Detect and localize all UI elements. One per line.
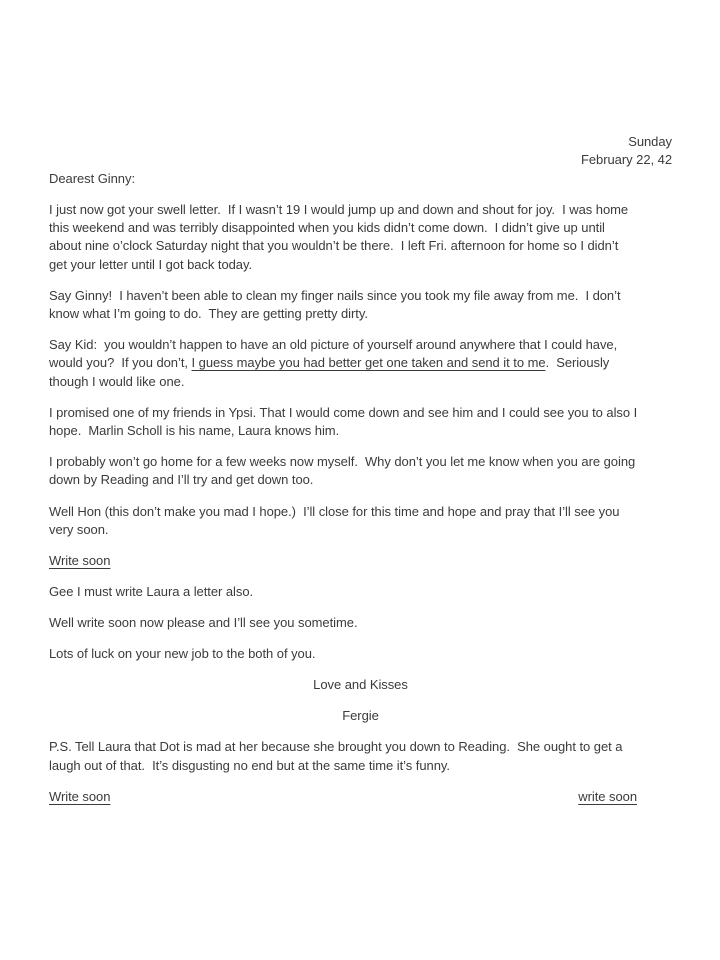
- signature: [49, 707, 672, 725]
- footer-row: [49, 788, 672, 806]
- paragraph-line: this weekend and was terribly disappointed when you kids didn’t come down. I didn’t give up until: [49, 219, 605, 235]
- date-line-day: Sunday: [628, 134, 672, 149]
- paragraph-line: Lots of luck on your new job to the both of you.: [49, 646, 316, 662]
- signature-line: Fergie: [342, 708, 379, 724]
- paragraph-line: about nine o’clock Saturday night that you wouldn’t be there. I left Fri. afternoon for home so I didn’t: [49, 238, 619, 254]
- paragraph-line: hope. Marlin Scholl is his name, Laura knows him.: [49, 423, 340, 439]
- paragraph-line: I just now got your swell letter. If I wasn’t 19 I would jump up and down and shout for joy. I was home: [49, 201, 629, 217]
- paragraph-9: [49, 645, 672, 663]
- paragraph-3: [49, 336, 672, 391]
- paragraph-7: [49, 583, 672, 601]
- closing: [49, 676, 672, 694]
- salutation-line: Dearest Ginny:: [49, 170, 136, 186]
- paragraph-4: [49, 404, 672, 441]
- paragraph-line: though I would like one.: [49, 373, 185, 389]
- paragraph-line: know what I’m going to do. They are getting pretty dirty.: [49, 305, 368, 321]
- paragraph-line: very soon.: [49, 521, 109, 537]
- closing-line: Love and Kisses: [313, 677, 408, 693]
- paragraph-line: laugh out of that. It’s disgusting no end but at the same time it’s funny.: [49, 757, 450, 773]
- paragraph-5: [49, 453, 672, 490]
- paragraph-line: Well write soon now please and I’ll see you sometime.: [49, 615, 358, 631]
- paragraph-line: I probably won’t go home for a few weeks now myself. Why don’t you let me know when you are going: [49, 454, 636, 470]
- underlined-phrase: I guess maybe you had better get one taken and send it to me: [191, 355, 546, 371]
- salutation: [49, 170, 672, 188]
- paragraph-8: [49, 614, 672, 632]
- underlined-phrase: Write soon: [49, 552, 111, 568]
- line-segment: would you? If you don’t,: [49, 355, 192, 371]
- paragraph-1: [49, 201, 672, 274]
- paragraph-line-with-underline: [49, 354, 672, 372]
- paragraph-2: [49, 287, 672, 324]
- paragraph-line: Well Hon (this don’t make you mad I hope.) I’ll close for this time and hope and pray that I’ll see you: [49, 503, 620, 519]
- date-block: [49, 133, 672, 170]
- paragraph-line: I promised one of my friends in Ypsi. That I would come down and see him and I could see you to also I: [49, 404, 638, 420]
- paragraph-line: Gee I must write Laura a letter also.: [49, 584, 254, 600]
- footer-write-soon-left: Write soon: [49, 788, 111, 804]
- postscript: [49, 738, 672, 775]
- date-line-date: February 22, 42: [580, 152, 672, 168]
- paragraph-6: [49, 503, 672, 540]
- paragraph-line: Say Ginny! I haven’t been able to clean my finger nails since you took my file away from me. I don’t: [49, 287, 621, 303]
- paragraph-line: down by Reading and I’ll try and get down too.: [49, 472, 314, 488]
- footer-write-soon-right: write soon: [578, 788, 637, 804]
- write-soon-mid: [49, 552, 672, 570]
- paragraph-line: P.S. Tell Laura that Dot is mad at her because she brought you down to Reading. She ought to get a: [49, 739, 623, 755]
- line-segment: . Seriously: [545, 355, 610, 371]
- paragraph-line: Say Kid: you wouldn’t happen to have an old picture of yourself around anywhere that I could have,: [49, 337, 618, 353]
- paragraph-line: get your letter until I got back today.: [49, 256, 253, 272]
